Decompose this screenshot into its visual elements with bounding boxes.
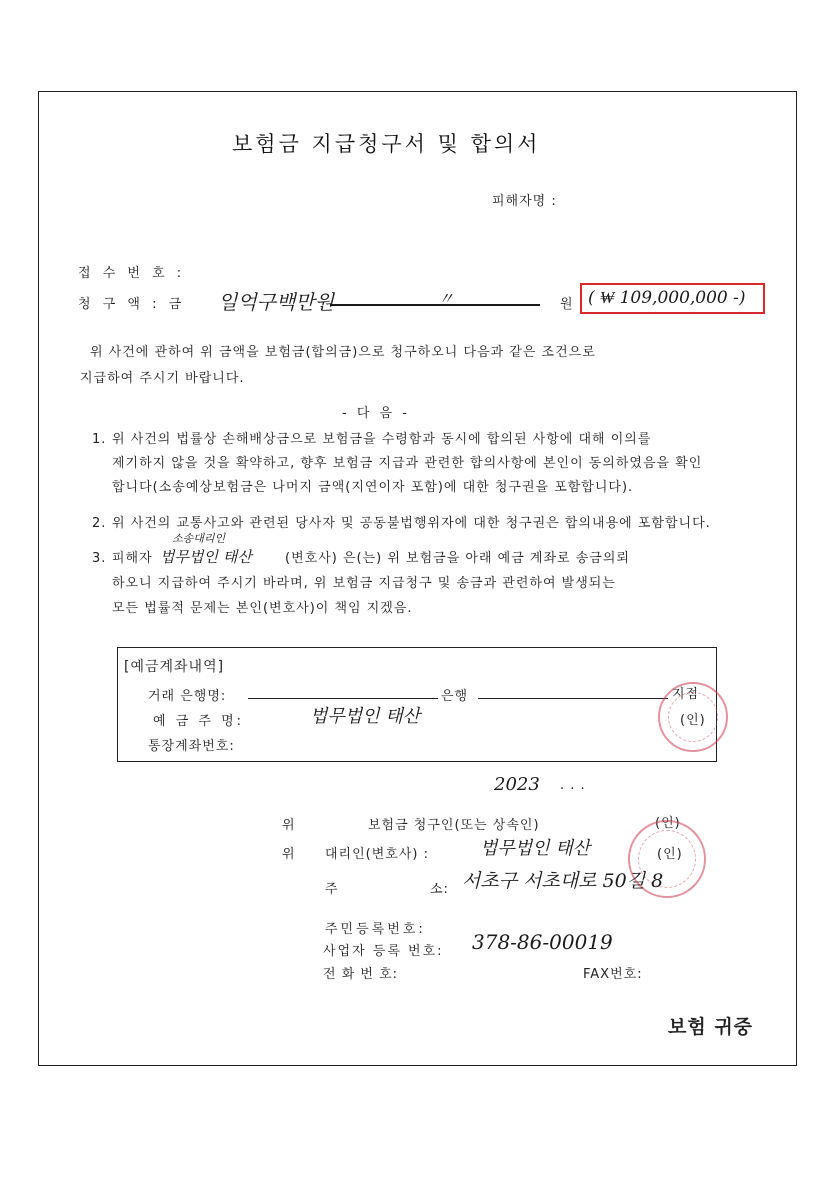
claim-boxed-amount: ( ₩ 109,000,000 -) xyxy=(588,288,746,308)
account-holder-label: 예 금 주 명: xyxy=(153,714,245,729)
item-3-line-3: 모든 법률적 문제는 본인(변호사)이 책임 지겠음. xyxy=(112,601,413,616)
intro-line-2: 지급하여 주시기 바랍니다. xyxy=(80,371,245,386)
fax-label: FAX번호: xyxy=(583,967,643,982)
claim-amount-label: 청 구 액 : 금 xyxy=(78,297,186,312)
branch-suffix-label: 지점 xyxy=(672,687,700,702)
bank-name-line xyxy=(248,698,438,699)
section-heading: - 다 음 - xyxy=(342,406,410,421)
agent-seal-label: (인) xyxy=(657,847,683,862)
bank-box-header: [예금계좌내역] xyxy=(124,659,225,675)
claim-handwritten-amount: 일억구백만원 xyxy=(218,290,334,314)
bank-suffix-label: 은행 xyxy=(441,689,469,704)
account-number-label: 통장계좌번호: xyxy=(148,739,235,754)
business-number-value: 378-86-00019 xyxy=(472,930,613,954)
intro-line-1: 위 사건에 관하여 위 금액을 보험금(합의금)으로 청구하오니 다음과 같은 조건으로 xyxy=(90,345,596,360)
corporate-seal-stamp xyxy=(658,682,728,752)
document-title: 보험금 지급청구서 및 합의서 xyxy=(232,132,541,156)
bank-seal-label: (인) xyxy=(680,713,706,728)
resident-number-label: 주민등록번호: xyxy=(325,922,426,937)
address-value: 서초구 서초대로 50길 8 xyxy=(462,870,664,892)
claim-ditto-mark: 〃 xyxy=(438,289,455,308)
closing-recipient: 보험 귀중 xyxy=(668,1016,754,1038)
bank-name-label: 거래 은행명: xyxy=(148,689,227,704)
item-2-number: 2. xyxy=(92,516,107,531)
item-3-handwritten-name: 법무법인 태산 xyxy=(160,548,252,566)
item-1-line-3: 합니다(소송예상보험금은 나머지 금액(지연이자 포함)에 대한 청구권을 포함합니다). xyxy=(112,480,634,495)
agent-value: 법무법인 태산 xyxy=(480,838,591,859)
phone-label: 전 화 번 호: xyxy=(323,967,399,982)
item-2-line-1: 위 사건의 교통사고와 관련된 당사자 및 공동불법행위자에 대한 청구권은 합의내용에 포함합니다. xyxy=(112,516,711,531)
address-label-2: 소: xyxy=(430,882,449,897)
claim-won-label: 원 xyxy=(560,297,574,312)
address-label-1: 주 xyxy=(325,882,339,897)
claimant-wi-label: 위 xyxy=(282,818,296,833)
item-3-victim-label: 피해자 xyxy=(112,551,153,566)
victim-name-label: 피해자명 : xyxy=(492,194,557,209)
branch-name-line xyxy=(478,698,668,699)
account-holder-value: 법무법인 태산 xyxy=(310,706,421,727)
agent-label: 대리인(변호사) : xyxy=(325,847,430,862)
item-3-line-1: (변호사) 은(는) 위 보험금을 아래 예금 계좌로 송금의뢰 xyxy=(285,551,630,566)
item-3-handwritten-above: 소송대리인 xyxy=(172,532,226,545)
claimant-role-label: 보험금 청구인(또는 상속인) xyxy=(368,818,540,833)
business-number-label: 사업자 등록 번호: xyxy=(323,944,444,959)
claimant-seal-label: (인) xyxy=(655,816,681,831)
item-3-number: 3. xyxy=(92,551,107,566)
agent-wi-label: 위 xyxy=(282,847,296,862)
item-1-line-1: 위 사건의 법률상 손해배상금으로 보험금을 수령함과 동시에 합의된 사항에 대해 이의를 xyxy=(112,432,652,447)
item-3-line-2: 하오니 지급하여 주시기 바라며, 위 보험금 지급청구 및 송금과 관련하여 발생되는 xyxy=(112,576,616,591)
item-1-line-2: 제기하지 않을 것을 확약하고, 향후 보험금 지급과 관련한 합의사항에 본인이 동의하였음을 확인 xyxy=(112,456,703,471)
date-year: 2023 xyxy=(494,774,540,795)
item-1-number: 1. xyxy=(92,432,107,447)
claim-handwritten-line xyxy=(330,304,540,306)
receipt-number-label: 접 수 번 호 : xyxy=(78,266,186,281)
date-separators: . . . xyxy=(560,778,586,793)
